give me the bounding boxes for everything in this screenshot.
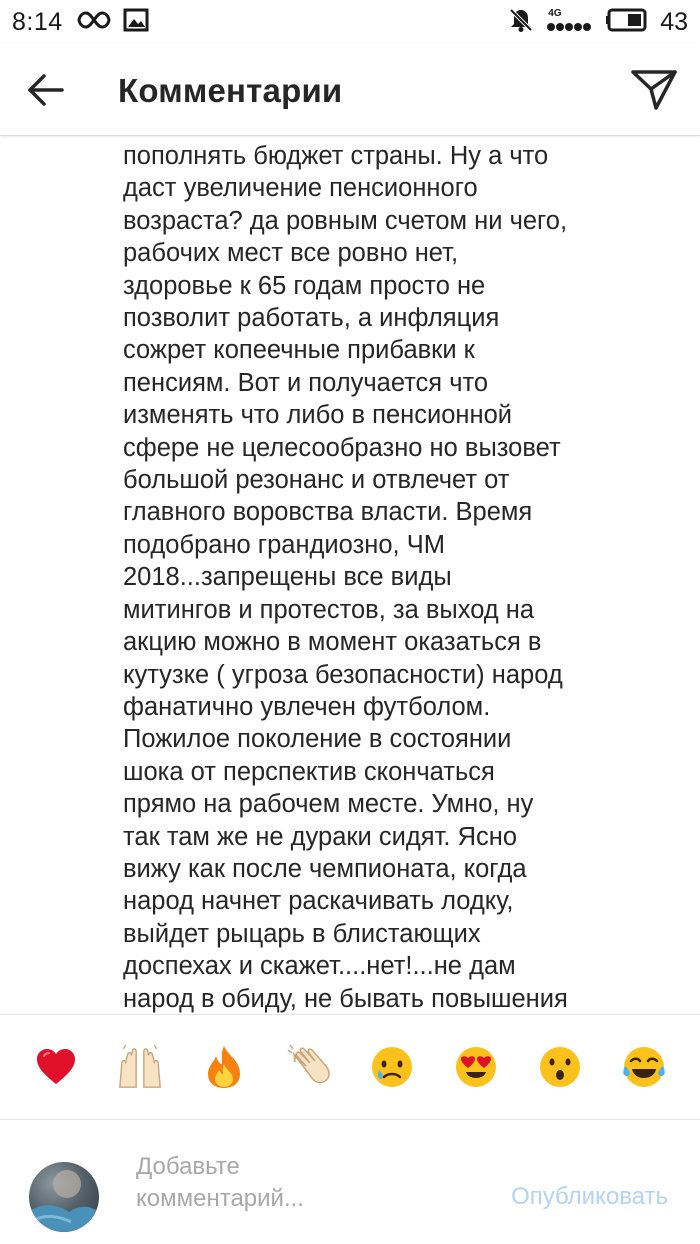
heart-eyes-emoji[interactable] <box>452 1043 500 1091</box>
status-right-icons <box>508 0 688 44</box>
clapping-hands-emoji[interactable] <box>284 1043 332 1091</box>
surprised-face-emoji[interactable] <box>536 1043 584 1091</box>
comment-input[interactable]: Добавьте комментарий... <box>136 1153 304 1212</box>
raising-hands-emoji[interactable] <box>116 1043 164 1091</box>
network-type: 4G <box>548 8 562 19</box>
paper-plane-icon <box>630 68 678 112</box>
crying-face-emoji[interactable] <box>368 1043 416 1091</box>
compose-row <box>0 1121 700 1244</box>
battery-icon <box>606 8 648 37</box>
emoji-bar <box>0 1014 700 1120</box>
page-title: Комментарии <box>118 72 343 109</box>
red-heart-emoji[interactable] <box>32 1043 80 1091</box>
fire-emoji[interactable] <box>200 1043 248 1091</box>
image-icon <box>123 8 149 37</box>
status-bar <box>0 0 700 44</box>
comment-text: пополнять бюджет страны. Ну а что даст увеличение пенсионного возраста? да ровным счетом ни чего, рабочих мест все ровно нет, здоровье к 65 годам просто не позволит работать, а инфляция сожрет копеечные прибавки к пенсиям. Вот и получается что изменять что либо в пенсионной сфере не целесообразно но вызовет большой резонанс и отвлечет от главного воровства власти. Время подобрано грандиозно, ЧМ 2018...запрещены все виды митингов и протестов, за выход на акцию можно в момент оказаться в кутузке ( угроза безопасности) народ фанатично увлечен футболом. Пожилое поколение в состоянии шока от перспектив скончаться прямо на рабочем месте. Умно, ну так там же не дураки сидят. Ясно вижу как после чемпионата, когда народ начнет раскачивать лодку, выйдет рыцарь в блистающих доспехах и скажет....нет!...не дам народ в обиду, не бывать повышения <box>123 142 568 1013</box>
signal-icon <box>546 9 594 35</box>
share-button[interactable] <box>628 66 680 114</box>
battery-percent: 43 <box>660 7 688 36</box>
tears-of-joy-emoji[interactable] <box>620 1043 668 1091</box>
back-button[interactable] <box>22 68 70 112</box>
arrow-left-icon <box>26 72 66 108</box>
status-left-icons <box>77 8 149 37</box>
comment-area[interactable] <box>0 137 700 1014</box>
status-time: 8:14 <box>12 7 63 36</box>
app-header <box>0 44 700 136</box>
user-avatar[interactable] <box>29 1162 99 1232</box>
muted-bell-icon <box>508 7 534 38</box>
infinity-icon <box>77 10 111 35</box>
publish-button[interactable]: Опубликовать <box>511 1183 668 1210</box>
